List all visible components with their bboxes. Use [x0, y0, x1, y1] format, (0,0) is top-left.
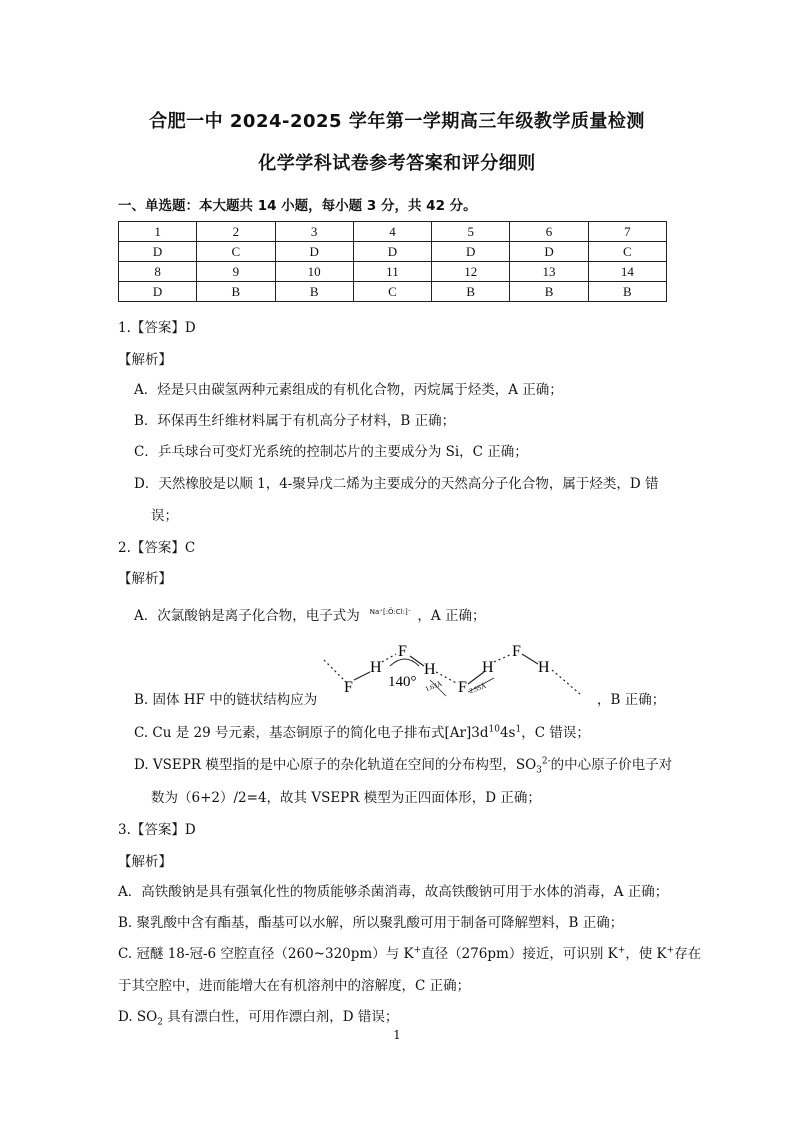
table-cell: B — [197, 282, 275, 302]
q3-analysis-label: 【解析】 — [118, 854, 172, 870]
superscript: 1 — [515, 724, 522, 735]
table-cell: B — [432, 282, 510, 302]
bond-length-label: 2.55Å — [468, 681, 488, 696]
q1-option-c: C．乒乓球台可变灯光系统的控制芯片的主要成分为 Si，C 正确； — [134, 444, 528, 460]
q2-option-d-tail: 的中心原子价电子对 — [550, 757, 673, 773]
q3-answer: 3.【答案】D — [118, 822, 196, 838]
q1-analysis-label: 【解析】 — [118, 352, 172, 368]
table-cell: C — [588, 242, 666, 262]
superscript: 10 — [488, 724, 500, 735]
atom-h: H — [370, 659, 382, 676]
table-cell: C — [197, 242, 275, 262]
table-cell: B — [588, 282, 666, 302]
q3-option-c-mid2: ，使 K — [625, 946, 667, 962]
angle-label: 140° — [388, 674, 417, 690]
table-cell: 3 — [275, 222, 353, 242]
q2-option-c-mid: 4s — [499, 725, 516, 741]
table-cell: D — [353, 242, 431, 262]
superscript: 2- — [541, 756, 551, 767]
table-cell: 12 — [432, 262, 510, 282]
covalent-bond — [522, 654, 538, 664]
table-cell: 10 — [275, 262, 353, 282]
q2-option-b-tail: ，B 正确； — [597, 692, 666, 708]
page-title: 合肥一中 2024-2025 学年第一学期高三年级教学质量检测 — [149, 111, 645, 132]
table-cell: B — [275, 282, 353, 302]
table-cell: D — [510, 242, 588, 262]
q1-answer: 1.【答案】D — [118, 320, 196, 336]
atom-h: H — [538, 659, 550, 676]
section-heading: 一、单选题：本大题共 14 小题，每小题 3 分，共 42 分。 — [118, 198, 477, 214]
atom-f: F — [344, 679, 353, 696]
table-cell: D — [275, 242, 353, 262]
table-cell: D — [119, 282, 197, 302]
page-number: 1 — [393, 1028, 401, 1042]
table-cell: 1 — [119, 222, 197, 242]
q3-option-c — [118, 942, 701, 962]
superscript: + — [666, 945, 675, 956]
q2-answer: 2.【答案】C — [118, 540, 196, 556]
table-row — [119, 262, 667, 282]
atom-f: F — [512, 643, 521, 660]
table-row — [119, 222, 667, 242]
atom-f: F — [458, 679, 467, 696]
table-row — [119, 282, 667, 302]
page-subtitle: 化学学科试卷参考答案和评分细则 — [258, 153, 536, 174]
hydrogen-bond-dash — [382, 654, 396, 662]
atom-h: H — [482, 659, 494, 676]
subscript: 2 — [157, 1017, 163, 1028]
table-cell: D — [432, 242, 510, 262]
q2-analysis-label: 【解析】 — [118, 571, 172, 587]
hydrogen-bond-dash — [494, 654, 512, 662]
q2-option-c — [134, 721, 590, 741]
q2-option-c-text: C. Cu 是 29 号元素，基态铜原子的简化电子排布式[Ar]3d — [134, 725, 489, 741]
covalent-bond — [354, 672, 370, 680]
table-cell: 11 — [353, 262, 431, 282]
subscript: 3 — [536, 765, 542, 776]
q2-option-a-tail: ，A 正确； — [417, 608, 486, 624]
q1-option-d: D．天然橡胶是以顺 1，4-聚异戊二烯为主要成分的天然高分子化合物，属于烃类，D 错 — [134, 476, 659, 492]
superscript: + — [413, 945, 422, 956]
table-cell: 6 — [510, 222, 588, 242]
hydrogen-bond-dash — [552, 670, 580, 694]
q3-option-a: A．高铁酸钠是具有强氧化性的物质能够杀菌消毒，故高铁酸钠可用于水体的消毒，A 正确； — [118, 884, 669, 900]
q3-option-b: B. 聚乳酸中含有酯基，酯基可以水解，所以聚乳酸可用于制备可降解塑料，B 正确； — [118, 915, 624, 931]
atom-f: F — [398, 643, 407, 660]
q2-option-a — [134, 604, 485, 624]
q3-option-c-cont: 于其空腔中，进而能增大在有机溶剂中的溶解度，C 正确； — [118, 978, 471, 994]
q2-option-d-cont: 数为（6+2）/2=4，故其 VSEPR 模型为正四面体形，D 正确； — [151, 790, 541, 806]
q3-option-d-text: D. SO — [118, 1009, 158, 1025]
table-cell: D — [119, 242, 197, 262]
q2-option-d — [134, 753, 672, 776]
table-cell: 13 — [510, 262, 588, 282]
electron-formula: Na⁺[:Ö:Cl:]⁻ — [369, 608, 412, 616]
q3-option-c-text: C. 冠醚 18-冠-6 空腔直径（260~320pm）与 K — [118, 946, 414, 962]
table-cell: 2 — [197, 222, 275, 242]
table-cell: 7 — [588, 222, 666, 242]
q3-option-c-mid: 直径（276pm）接近，可识别 K — [421, 946, 618, 962]
table-cell: 5 — [432, 222, 510, 242]
q2-option-b: B. 固体 HF 中的链状结构应为 — [134, 692, 318, 708]
q3-option-d — [118, 1005, 398, 1028]
superscript: + — [617, 945, 626, 956]
atom-h: H — [424, 661, 436, 678]
table-cell: 9 — [197, 262, 275, 282]
table-cell: B — [510, 282, 588, 302]
q2-option-a-text: A．次氯酸钠是离子化合物，电子式为 — [134, 608, 360, 624]
q1-option-d-cont: 误； — [151, 508, 178, 524]
q3-option-d-tail: 具有漂白性，可用作漂白剂，D 错误； — [162, 1009, 399, 1025]
table-cell: 8 — [119, 262, 197, 282]
table-row — [119, 242, 667, 262]
hydrogen-bond-dash — [324, 660, 346, 682]
table-cell: C — [353, 282, 431, 302]
q2-option-c-tail: ，C 错误； — [521, 725, 590, 741]
q3-option-c-tail: 存在 — [674, 946, 702, 962]
q1-option-b: B．环保再生纤维材料属于有机高分子材料，B 正确； — [134, 413, 456, 429]
answer-table — [118, 221, 667, 302]
table-cell: 14 — [588, 262, 666, 282]
bond-length-label: 1.63Å — [424, 679, 444, 694]
table-cell: 4 — [353, 222, 431, 242]
q1-option-a: A．烃是只由碳氢两种元素组成的有机化合物，丙烷属于烃类，A 正确； — [134, 382, 563, 398]
hf-chain-diagram — [318, 638, 618, 708]
q2-option-d-text: D. VSEPR 模型指的是中心原子的杂化轨道在空间的分布构型，SO — [134, 757, 537, 773]
